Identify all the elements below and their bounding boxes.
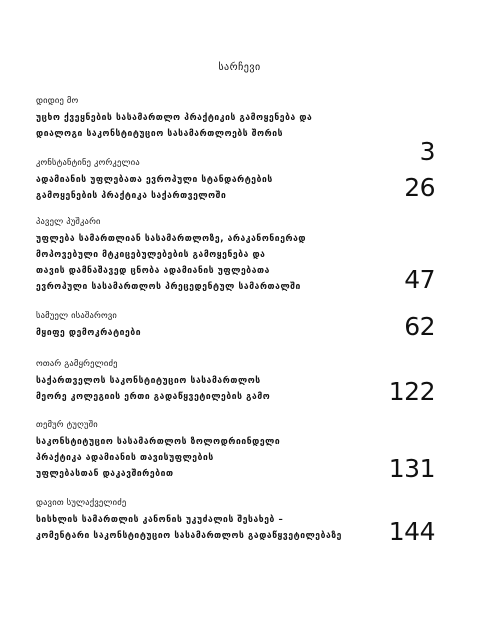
entry-title-line: მყიფე დემოკრატიები	[36, 328, 142, 338]
entry-title-line: უცხო ქვეყნების სასამართლო პრაქტიკის გამოყენება და	[36, 113, 313, 123]
entry-title-line: თავის დამნაშავედ ცნობა ადამიანის უფლებათა	[36, 266, 270, 276]
entry-author: დიდიე მო	[36, 96, 79, 106]
entry-page-number[interactable]: 26	[404, 173, 435, 202]
entry-title-line: მოპოვებული მტკიცებულებების გამოყენება და	[36, 250, 266, 260]
entry-title-line: ადამიანის უფლებათა ევროპული სტანდარტების	[36, 175, 273, 185]
toc-entry[interactable]	[36, 497, 436, 544]
entry-page-number[interactable]: 3	[419, 137, 435, 166]
entry-title-line: გამოყენების პრაქტიკა საქართველოში	[36, 191, 227, 201]
entry-page-number[interactable]: 144	[388, 517, 435, 546]
toc-heading: სარჩევი	[218, 62, 261, 73]
toc-entry[interactable]	[36, 157, 436, 204]
entry-page-number[interactable]: 47	[404, 265, 435, 294]
entry-author: პაველ პუშკარი	[36, 217, 101, 227]
toc-entry[interactable]	[36, 419, 436, 482]
entry-title-line: სისხლის სამართლის კანონის უკუძალის შესახებ –	[36, 515, 284, 525]
entry-title-line: მეორე კოლეგიის ერთი გადაწყვეტილების გამო	[36, 392, 271, 402]
entry-page-number[interactable]: 62	[404, 312, 435, 341]
entry-page-number[interactable]: 131	[388, 454, 435, 483]
toc-entry[interactable]	[36, 216, 436, 295]
entry-title-line: ევროპული სასამართლოს პრეცედენტულ სამართალში	[36, 282, 301, 292]
toc-entry[interactable]	[36, 358, 436, 405]
entry-author: თემურ ტუღუში	[36, 420, 98, 430]
entry-title-line: საქართველოს საკონსტიტუციო სასამართლოს	[36, 376, 261, 386]
entry-title-line: პრაქტიკა ადამიანის თავისუფლების	[36, 453, 214, 463]
entry-author: დავით სულაქველიძე	[36, 498, 127, 508]
entry-title-line: უფლებასთან დაკავშირებით	[36, 469, 174, 479]
toc-entry[interactable]	[36, 310, 436, 341]
entry-author: ოთარ გამყრელიძე	[36, 359, 118, 369]
entry-title-line: საკონსტიტუციო სასამართლოს ზოლოდრიინდელი	[36, 437, 281, 447]
entry-title-line: უფლება სამართლიან სასამართლოზე, არაკანონიერად	[36, 234, 307, 244]
entry-page-number[interactable]: 122	[388, 377, 435, 406]
entry-author: სამუელ ისაშაროვი	[36, 311, 117, 321]
entry-title-line: კომენტარი საკონსტიტუციო სასამართლოს გადაწყვეტილებაზე	[36, 531, 342, 541]
toc-entry[interactable]	[36, 95, 436, 142]
entry-author: კონსტანტინე კორკელია	[36, 158, 140, 168]
entry-title-line: დიალოგი საკონსტიტუციო სასამართლოებს შორის	[36, 129, 284, 139]
